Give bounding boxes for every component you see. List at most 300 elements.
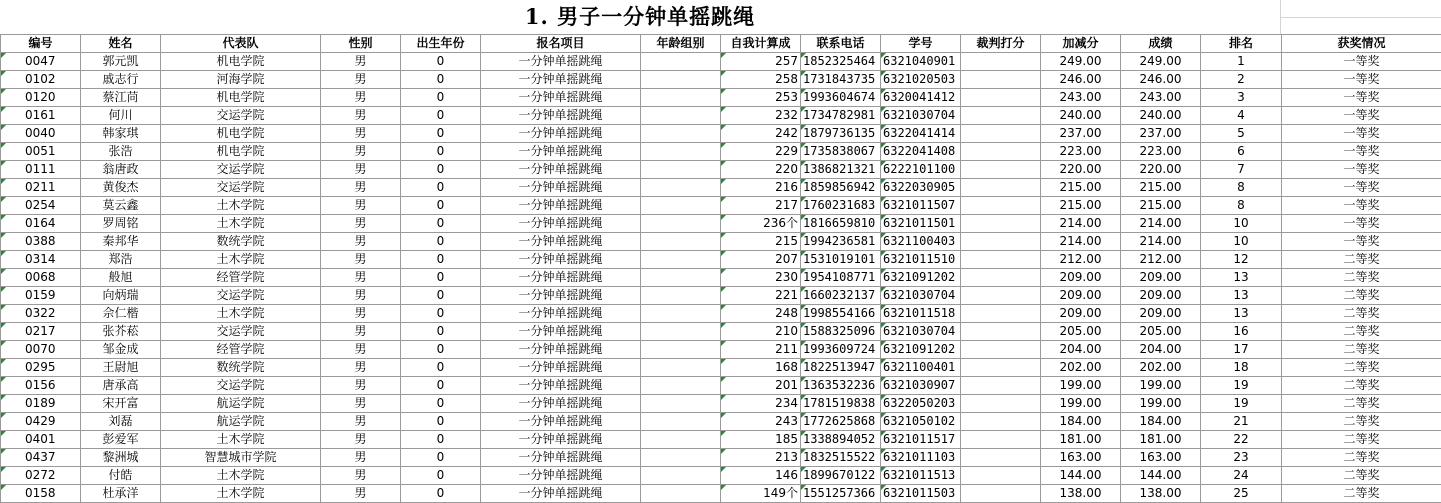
cell-name[interactable]: 何川 <box>81 107 161 125</box>
cell-rank[interactable]: 22 <box>1201 431 1282 449</box>
cell-birth-year[interactable]: 0 <box>401 377 481 395</box>
cell-rank[interactable]: 16 <box>1201 323 1282 341</box>
cell-judge-score[interactable] <box>961 449 1041 467</box>
cell-id[interactable]: 0217 <box>1 323 81 341</box>
cell-id[interactable]: 0040 <box>1 125 81 143</box>
cell-score[interactable]: 184.00 <box>1121 413 1201 431</box>
cell-age-group[interactable] <box>641 233 721 251</box>
cell-event[interactable]: 一分钟单摇跳绳 <box>481 233 641 251</box>
cell-id[interactable]: 0437 <box>1 449 81 467</box>
cell-age-group[interactable] <box>641 395 721 413</box>
cell-award[interactable]: 二等奖 <box>1282 341 1441 359</box>
cell-gender[interactable]: 男 <box>321 323 401 341</box>
cell-self-count[interactable]: 257 <box>721 53 801 71</box>
cell-birth-year[interactable]: 0 <box>401 71 481 89</box>
cell-birth-year[interactable]: 0 <box>401 413 481 431</box>
cell-score[interactable]: 223.00 <box>1121 143 1201 161</box>
cell-age-group[interactable] <box>641 251 721 269</box>
cell-id[interactable]: 0314 <box>1 251 81 269</box>
cell-award[interactable]: 二等奖 <box>1282 305 1441 323</box>
cell-adjusted-score[interactable]: 246.00 <box>1041 71 1121 89</box>
title-side-cells[interactable] <box>1280 0 1441 34</box>
cell-event[interactable]: 一分钟单摇跳绳 <box>481 179 641 197</box>
cell-phone[interactable]: 1735838067 <box>801 143 881 161</box>
cell-gender[interactable]: 男 <box>321 161 401 179</box>
header-award[interactable]: 获奖情况 <box>1282 35 1441 53</box>
cell-name[interactable]: 付皓 <box>81 467 161 485</box>
cell-age-group[interactable] <box>641 107 721 125</box>
cell-student-id[interactable]: 6321100403 <box>881 233 961 251</box>
cell-score[interactable]: 199.00 <box>1121 395 1201 413</box>
cell-student-id[interactable]: 6321091202 <box>881 269 961 287</box>
cell-score[interactable]: 138.00 <box>1121 485 1201 503</box>
cell-event[interactable]: 一分钟单摇跳绳 <box>481 359 641 377</box>
cell-student-id[interactable]: 6321040901 <box>881 53 961 71</box>
cell-self-count[interactable]: 253 <box>721 89 801 107</box>
cell-judge-score[interactable] <box>961 215 1041 233</box>
cell-team[interactable]: 土木学院 <box>161 467 321 485</box>
cell-age-group[interactable] <box>641 485 721 503</box>
cell-age-group[interactable] <box>641 359 721 377</box>
cell-event[interactable]: 一分钟单摇跳绳 <box>481 467 641 485</box>
cell-phone[interactable]: 1781519838 <box>801 395 881 413</box>
cell-score[interactable]: 220.00 <box>1121 161 1201 179</box>
cell-award[interactable]: 二等奖 <box>1282 467 1441 485</box>
cell-phone[interactable]: 1998554166 <box>801 305 881 323</box>
cell-phone[interactable]: 1588325096 <box>801 323 881 341</box>
cell-judge-score[interactable] <box>961 107 1041 125</box>
header-student-id[interactable]: 学号 <box>881 35 961 53</box>
cell-score[interactable]: 215.00 <box>1121 179 1201 197</box>
cell-name[interactable]: 张浩 <box>81 143 161 161</box>
cell-rank[interactable]: 19 <box>1201 395 1282 413</box>
cell-adjusted-score[interactable]: 214.00 <box>1041 215 1121 233</box>
cell-name[interactable]: 蔡江苘 <box>81 89 161 107</box>
cell-student-id[interactable]: 6322050203 <box>881 395 961 413</box>
cell-student-id[interactable]: 6320041412 <box>881 89 961 107</box>
header-phone[interactable]: 联系电话 <box>801 35 881 53</box>
cell-judge-score[interactable] <box>961 377 1041 395</box>
cell-event[interactable]: 一分钟单摇跳绳 <box>481 53 641 71</box>
cell-name[interactable]: 彭爱军 <box>81 431 161 449</box>
cell-id[interactable]: 0401 <box>1 431 81 449</box>
header-adjusted-score[interactable]: 加减分 <box>1041 35 1121 53</box>
cell-adjusted-score[interactable]: 243.00 <box>1041 89 1121 107</box>
cell-phone[interactable]: 1660232137 <box>801 287 881 305</box>
cell-gender[interactable]: 男 <box>321 269 401 287</box>
cell-age-group[interactable] <box>641 143 721 161</box>
cell-self-count[interactable]: 185 <box>721 431 801 449</box>
cell-event[interactable]: 一分钟单摇跳绳 <box>481 89 641 107</box>
cell-id[interactable]: 0272 <box>1 467 81 485</box>
cell-age-group[interactable] <box>641 179 721 197</box>
cell-birth-year[interactable]: 0 <box>401 467 481 485</box>
cell-gender[interactable]: 男 <box>321 53 401 71</box>
cell-rank[interactable]: 3 <box>1201 89 1282 107</box>
cell-birth-year[interactable]: 0 <box>401 233 481 251</box>
header-rank[interactable]: 排名 <box>1201 35 1282 53</box>
cell-self-count[interactable]: 168 <box>721 359 801 377</box>
cell-self-count[interactable]: 213 <box>721 449 801 467</box>
cell-id[interactable]: 0070 <box>1 341 81 359</box>
cell-rank[interactable]: 12 <box>1201 251 1282 269</box>
cell-adjusted-score[interactable]: 212.00 <box>1041 251 1121 269</box>
cell-adjusted-score[interactable]: 215.00 <box>1041 179 1121 197</box>
cell-event[interactable]: 一分钟单摇跳绳 <box>481 215 641 233</box>
cell-birth-year[interactable]: 0 <box>401 341 481 359</box>
cell-award[interactable]: 二等奖 <box>1282 395 1441 413</box>
cell-team[interactable]: 数统学院 <box>161 359 321 377</box>
cell-judge-score[interactable] <box>961 359 1041 377</box>
cell-rank[interactable]: 17 <box>1201 341 1282 359</box>
cell-id[interactable]: 0158 <box>1 485 81 503</box>
cell-adjusted-score[interactable]: 138.00 <box>1041 485 1121 503</box>
cell-event[interactable]: 一分钟单摇跳绳 <box>481 125 641 143</box>
header-age-group[interactable]: 年龄组别 <box>641 35 721 53</box>
cell-age-group[interactable] <box>641 125 721 143</box>
cell-gender[interactable]: 男 <box>321 395 401 413</box>
cell-phone[interactable]: 1816659810 <box>801 215 881 233</box>
cell-score[interactable]: 204.00 <box>1121 341 1201 359</box>
cell-rank[interactable]: 10 <box>1201 233 1282 251</box>
cell-score[interactable]: 144.00 <box>1121 467 1201 485</box>
cell-judge-score[interactable] <box>961 323 1041 341</box>
cell-student-id[interactable]: 6321011517 <box>881 431 961 449</box>
cell-student-id[interactable]: 6222101100 <box>881 161 961 179</box>
cell-award[interactable]: 一等奖 <box>1282 233 1441 251</box>
cell-student-id[interactable]: 6321011513 <box>881 467 961 485</box>
cell-rank[interactable]: 5 <box>1201 125 1282 143</box>
cell-event[interactable]: 一分钟单摇跳绳 <box>481 449 641 467</box>
cell-adjusted-score[interactable]: 240.00 <box>1041 107 1121 125</box>
cell-age-group[interactable] <box>641 323 721 341</box>
cell-id[interactable]: 0211 <box>1 179 81 197</box>
cell-birth-year[interactable]: 0 <box>401 431 481 449</box>
cell-team[interactable]: 河海学院 <box>161 71 321 89</box>
cell-birth-year[interactable]: 0 <box>401 359 481 377</box>
cell-rank[interactable]: 21 <box>1201 413 1282 431</box>
cell-judge-score[interactable] <box>961 269 1041 287</box>
cell-name[interactable]: 般旭 <box>81 269 161 287</box>
cell-rank[interactable]: 13 <box>1201 287 1282 305</box>
cell-team[interactable]: 交运学院 <box>161 323 321 341</box>
cell-gender[interactable]: 男 <box>321 125 401 143</box>
cell-age-group[interactable] <box>641 71 721 89</box>
cell-award[interactable]: 二等奖 <box>1282 287 1441 305</box>
cell-id[interactable]: 0102 <box>1 71 81 89</box>
cell-score[interactable]: 237.00 <box>1121 125 1201 143</box>
cell-self-count[interactable]: 243 <box>721 413 801 431</box>
cell-award[interactable]: 二等奖 <box>1282 449 1441 467</box>
cell-judge-score[interactable] <box>961 53 1041 71</box>
cell-student-id[interactable]: 6322041414 <box>881 125 961 143</box>
cell-team[interactable]: 土木学院 <box>161 431 321 449</box>
cell-student-id[interactable]: 6321011510 <box>881 251 961 269</box>
cell-self-count[interactable]: 221 <box>721 287 801 305</box>
cell-rank[interactable]: 13 <box>1201 305 1282 323</box>
cell-team[interactable]: 土木学院 <box>161 485 321 503</box>
cell-self-count[interactable]: 210 <box>721 323 801 341</box>
cell-gender[interactable]: 男 <box>321 377 401 395</box>
cell-age-group[interactable] <box>641 467 721 485</box>
cell-phone[interactable]: 1551257366 <box>801 485 881 503</box>
cell-phone[interactable]: 1899670122 <box>801 467 881 485</box>
cell-adjusted-score[interactable]: 215.00 <box>1041 197 1121 215</box>
cell-birth-year[interactable]: 0 <box>401 449 481 467</box>
cell-award[interactable]: 一等奖 <box>1282 107 1441 125</box>
cell-gender[interactable]: 男 <box>321 467 401 485</box>
cell-name[interactable]: 莫云鑫 <box>81 197 161 215</box>
cell-birth-year[interactable]: 0 <box>401 143 481 161</box>
cell-gender[interactable]: 男 <box>321 233 401 251</box>
cell-phone[interactable]: 1879736135 <box>801 125 881 143</box>
cell-judge-score[interactable] <box>961 341 1041 359</box>
cell-gender[interactable]: 男 <box>321 287 401 305</box>
cell-self-count[interactable]: 236个 <box>721 215 801 233</box>
cell-event[interactable]: 一分钟单摇跳绳 <box>481 377 641 395</box>
cell-self-count[interactable]: 149个 <box>721 485 801 503</box>
cell-age-group[interactable] <box>641 215 721 233</box>
cell-birth-year[interactable]: 0 <box>401 485 481 503</box>
cell-team[interactable]: 交运学院 <box>161 179 321 197</box>
cell-birth-year[interactable]: 0 <box>401 305 481 323</box>
cell-score[interactable]: 202.00 <box>1121 359 1201 377</box>
cell-student-id[interactable]: 6321091202 <box>881 341 961 359</box>
cell-birth-year[interactable]: 0 <box>401 197 481 215</box>
cell-score[interactable]: 209.00 <box>1121 287 1201 305</box>
cell-birth-year[interactable]: 0 <box>401 125 481 143</box>
cell-phone[interactable]: 1822513947 <box>801 359 881 377</box>
cell-name[interactable]: 邹金成 <box>81 341 161 359</box>
cell-age-group[interactable] <box>641 161 721 179</box>
cell-gender[interactable]: 男 <box>321 215 401 233</box>
cell-team[interactable]: 土木学院 <box>161 197 321 215</box>
cell-score[interactable]: 246.00 <box>1121 71 1201 89</box>
cell-adjusted-score[interactable]: 220.00 <box>1041 161 1121 179</box>
cell-age-group[interactable] <box>641 341 721 359</box>
cell-judge-score[interactable] <box>961 395 1041 413</box>
cell-score[interactable]: 163.00 <box>1121 449 1201 467</box>
cell-gender[interactable]: 男 <box>321 107 401 125</box>
cell-phone[interactable]: 1760231683 <box>801 197 881 215</box>
cell-award[interactable]: 一等奖 <box>1282 53 1441 71</box>
cell-award[interactable]: 一等奖 <box>1282 125 1441 143</box>
cell-team[interactable]: 机电学院 <box>161 143 321 161</box>
cell-id[interactable]: 0068 <box>1 269 81 287</box>
cell-name[interactable]: 佘仁楷 <box>81 305 161 323</box>
cell-award[interactable]: 一等奖 <box>1282 215 1441 233</box>
cell-id[interactable]: 0156 <box>1 377 81 395</box>
cell-team[interactable]: 机电学院 <box>161 53 321 71</box>
cell-adjusted-score[interactable]: 214.00 <box>1041 233 1121 251</box>
cell-self-count[interactable]: 201 <box>721 377 801 395</box>
cell-award[interactable]: 一等奖 <box>1282 179 1441 197</box>
cell-judge-score[interactable] <box>961 485 1041 503</box>
cell-self-count[interactable]: 242 <box>721 125 801 143</box>
cell-rank[interactable]: 8 <box>1201 197 1282 215</box>
cell-team[interactable]: 交运学院 <box>161 161 321 179</box>
cell-age-group[interactable] <box>641 269 721 287</box>
cell-award[interactable]: 一等奖 <box>1282 197 1441 215</box>
cell-age-group[interactable] <box>641 431 721 449</box>
cell-id[interactable]: 0164 <box>1 215 81 233</box>
cell-rank[interactable]: 6 <box>1201 143 1282 161</box>
cell-self-count[interactable]: 217 <box>721 197 801 215</box>
cell-award[interactable]: 二等奖 <box>1282 251 1441 269</box>
cell-id[interactable]: 0189 <box>1 395 81 413</box>
cell-gender[interactable]: 男 <box>321 431 401 449</box>
cell-score[interactable]: 240.00 <box>1121 107 1201 125</box>
cell-rank[interactable]: 23 <box>1201 449 1282 467</box>
cell-rank[interactable]: 2 <box>1201 71 1282 89</box>
cell-age-group[interactable] <box>641 89 721 107</box>
cell-name[interactable]: 向炳瑞 <box>81 287 161 305</box>
cell-student-id[interactable]: 6321011507 <box>881 197 961 215</box>
cell-age-group[interactable] <box>641 449 721 467</box>
cell-id[interactable]: 0322 <box>1 305 81 323</box>
cell-birth-year[interactable]: 0 <box>401 215 481 233</box>
cell-id[interactable]: 0120 <box>1 89 81 107</box>
cell-id[interactable]: 0295 <box>1 359 81 377</box>
cell-score[interactable]: 215.00 <box>1121 197 1201 215</box>
sheet-title[interactable]: 1. 男子一分钟单摇跳绳 <box>0 0 1280 34</box>
cell-self-count[interactable]: 146 <box>721 467 801 485</box>
cell-birth-year[interactable]: 0 <box>401 161 481 179</box>
cell-event[interactable]: 一分钟单摇跳绳 <box>481 305 641 323</box>
cell-student-id[interactable]: 6321011501 <box>881 215 961 233</box>
cell-rank[interactable]: 8 <box>1201 179 1282 197</box>
cell-team[interactable]: 土木学院 <box>161 215 321 233</box>
cell-adjusted-score[interactable]: 181.00 <box>1041 431 1121 449</box>
cell-id[interactable]: 0159 <box>1 287 81 305</box>
cell-name[interactable]: 王尉旭 <box>81 359 161 377</box>
cell-rank[interactable]: 10 <box>1201 215 1282 233</box>
cell-team[interactable]: 交运学院 <box>161 377 321 395</box>
cell-phone[interactable]: 1338894052 <box>801 431 881 449</box>
cell-award[interactable]: 二等奖 <box>1282 269 1441 287</box>
cell-judge-score[interactable] <box>961 431 1041 449</box>
cell-name[interactable]: 罗周铭 <box>81 215 161 233</box>
cell-name[interactable]: 黄俊杰 <box>81 179 161 197</box>
cell-student-id[interactable]: 6321011503 <box>881 485 961 503</box>
cell-birth-year[interactable]: 0 <box>401 287 481 305</box>
cell-team[interactable]: 交运学院 <box>161 287 321 305</box>
cell-score[interactable]: 249.00 <box>1121 53 1201 71</box>
cell-self-count[interactable]: 230 <box>721 269 801 287</box>
cell-student-id[interactable]: 6321050102 <box>881 413 961 431</box>
cell-rank[interactable]: 19 <box>1201 377 1282 395</box>
cell-event[interactable]: 一分钟单摇跳绳 <box>481 71 641 89</box>
cell-name[interactable]: 刘磊 <box>81 413 161 431</box>
cell-score[interactable]: 243.00 <box>1121 89 1201 107</box>
cell-award[interactable]: 一等奖 <box>1282 89 1441 107</box>
cell-team[interactable]: 航运学院 <box>161 395 321 413</box>
cell-rank[interactable]: 18 <box>1201 359 1282 377</box>
cell-phone[interactable]: 1363532236 <box>801 377 881 395</box>
cell-birth-year[interactable]: 0 <box>401 107 481 125</box>
cell-self-count[interactable]: 229 <box>721 143 801 161</box>
cell-judge-score[interactable] <box>961 89 1041 107</box>
cell-award[interactable]: 二等奖 <box>1282 413 1441 431</box>
cell-event[interactable]: 一分钟单摇跳绳 <box>481 269 641 287</box>
cell-phone[interactable]: 1994236581 <box>801 233 881 251</box>
cell-phone[interactable]: 1993609724 <box>801 341 881 359</box>
cell-gender[interactable]: 男 <box>321 413 401 431</box>
header-birth-year[interactable]: 出生年份 <box>401 35 481 53</box>
cell-gender[interactable]: 男 <box>321 179 401 197</box>
cell-student-id[interactable]: 6321011103 <box>881 449 961 467</box>
cell-student-id[interactable]: 6321030704 <box>881 107 961 125</box>
cell-gender[interactable]: 男 <box>321 197 401 215</box>
cell-judge-score[interactable] <box>961 161 1041 179</box>
cell-rank[interactable]: 4 <box>1201 107 1282 125</box>
cell-event[interactable]: 一分钟单摇跳绳 <box>481 287 641 305</box>
cell-id[interactable]: 0051 <box>1 143 81 161</box>
cell-self-count[interactable]: 220 <box>721 161 801 179</box>
cell-id[interactable]: 0047 <box>1 53 81 71</box>
cell-age-group[interactable] <box>641 287 721 305</box>
cell-name[interactable]: 唐承高 <box>81 377 161 395</box>
cell-judge-score[interactable] <box>961 251 1041 269</box>
cell-phone[interactable]: 1772625868 <box>801 413 881 431</box>
cell-event[interactable]: 一分钟单摇跳绳 <box>481 485 641 503</box>
cell-judge-score[interactable] <box>961 467 1041 485</box>
cell-birth-year[interactable]: 0 <box>401 179 481 197</box>
cell-self-count[interactable]: 258 <box>721 71 801 89</box>
cell-team[interactable]: 数统学院 <box>161 233 321 251</box>
cell-phone[interactable]: 1954108771 <box>801 269 881 287</box>
cell-judge-score[interactable] <box>961 179 1041 197</box>
cell-phone[interactable]: 1531019101 <box>801 251 881 269</box>
cell-adjusted-score[interactable]: 205.00 <box>1041 323 1121 341</box>
cell-event[interactable]: 一分钟单摇跳绳 <box>481 161 641 179</box>
cell-student-id[interactable]: 6321030907 <box>881 377 961 395</box>
header-id[interactable]: 编号 <box>1 35 81 53</box>
cell-id[interactable]: 0111 <box>1 161 81 179</box>
cell-adjusted-score[interactable]: 204.00 <box>1041 341 1121 359</box>
cell-name[interactable]: 郑浩 <box>81 251 161 269</box>
cell-adjusted-score[interactable]: 209.00 <box>1041 269 1121 287</box>
cell-gender[interactable]: 男 <box>321 143 401 161</box>
header-name[interactable]: 姓名 <box>81 35 161 53</box>
cell-age-group[interactable] <box>641 197 721 215</box>
cell-name[interactable]: 宋开富 <box>81 395 161 413</box>
cell-id[interactable]: 0161 <box>1 107 81 125</box>
cell-team[interactable]: 交运学院 <box>161 107 321 125</box>
header-event[interactable]: 报名项目 <box>481 35 641 53</box>
cell-adjusted-score[interactable]: 163.00 <box>1041 449 1121 467</box>
cell-gender[interactable]: 男 <box>321 485 401 503</box>
cell-gender[interactable]: 男 <box>321 305 401 323</box>
cell-award[interactable]: 二等奖 <box>1282 431 1441 449</box>
cell-phone[interactable]: 1734782981 <box>801 107 881 125</box>
cell-event[interactable]: 一分钟单摇跳绳 <box>481 251 641 269</box>
cell-birth-year[interactable]: 0 <box>401 89 481 107</box>
cell-adjusted-score[interactable]: 184.00 <box>1041 413 1121 431</box>
cell-event[interactable]: 一分钟单摇跳绳 <box>481 413 641 431</box>
cell-birth-year[interactable]: 0 <box>401 395 481 413</box>
cell-age-group[interactable] <box>641 305 721 323</box>
cell-judge-score[interactable] <box>961 143 1041 161</box>
cell-age-group[interactable] <box>641 53 721 71</box>
cell-name[interactable]: 戚志行 <box>81 71 161 89</box>
cell-award[interactable]: 二等奖 <box>1282 485 1441 503</box>
header-self-count[interactable]: 自我计算成 <box>721 35 801 53</box>
cell-adjusted-score[interactable]: 209.00 <box>1041 305 1121 323</box>
cell-id[interactable]: 0388 <box>1 233 81 251</box>
cell-id[interactable]: 0429 <box>1 413 81 431</box>
header-gender[interactable]: 性别 <box>321 35 401 53</box>
